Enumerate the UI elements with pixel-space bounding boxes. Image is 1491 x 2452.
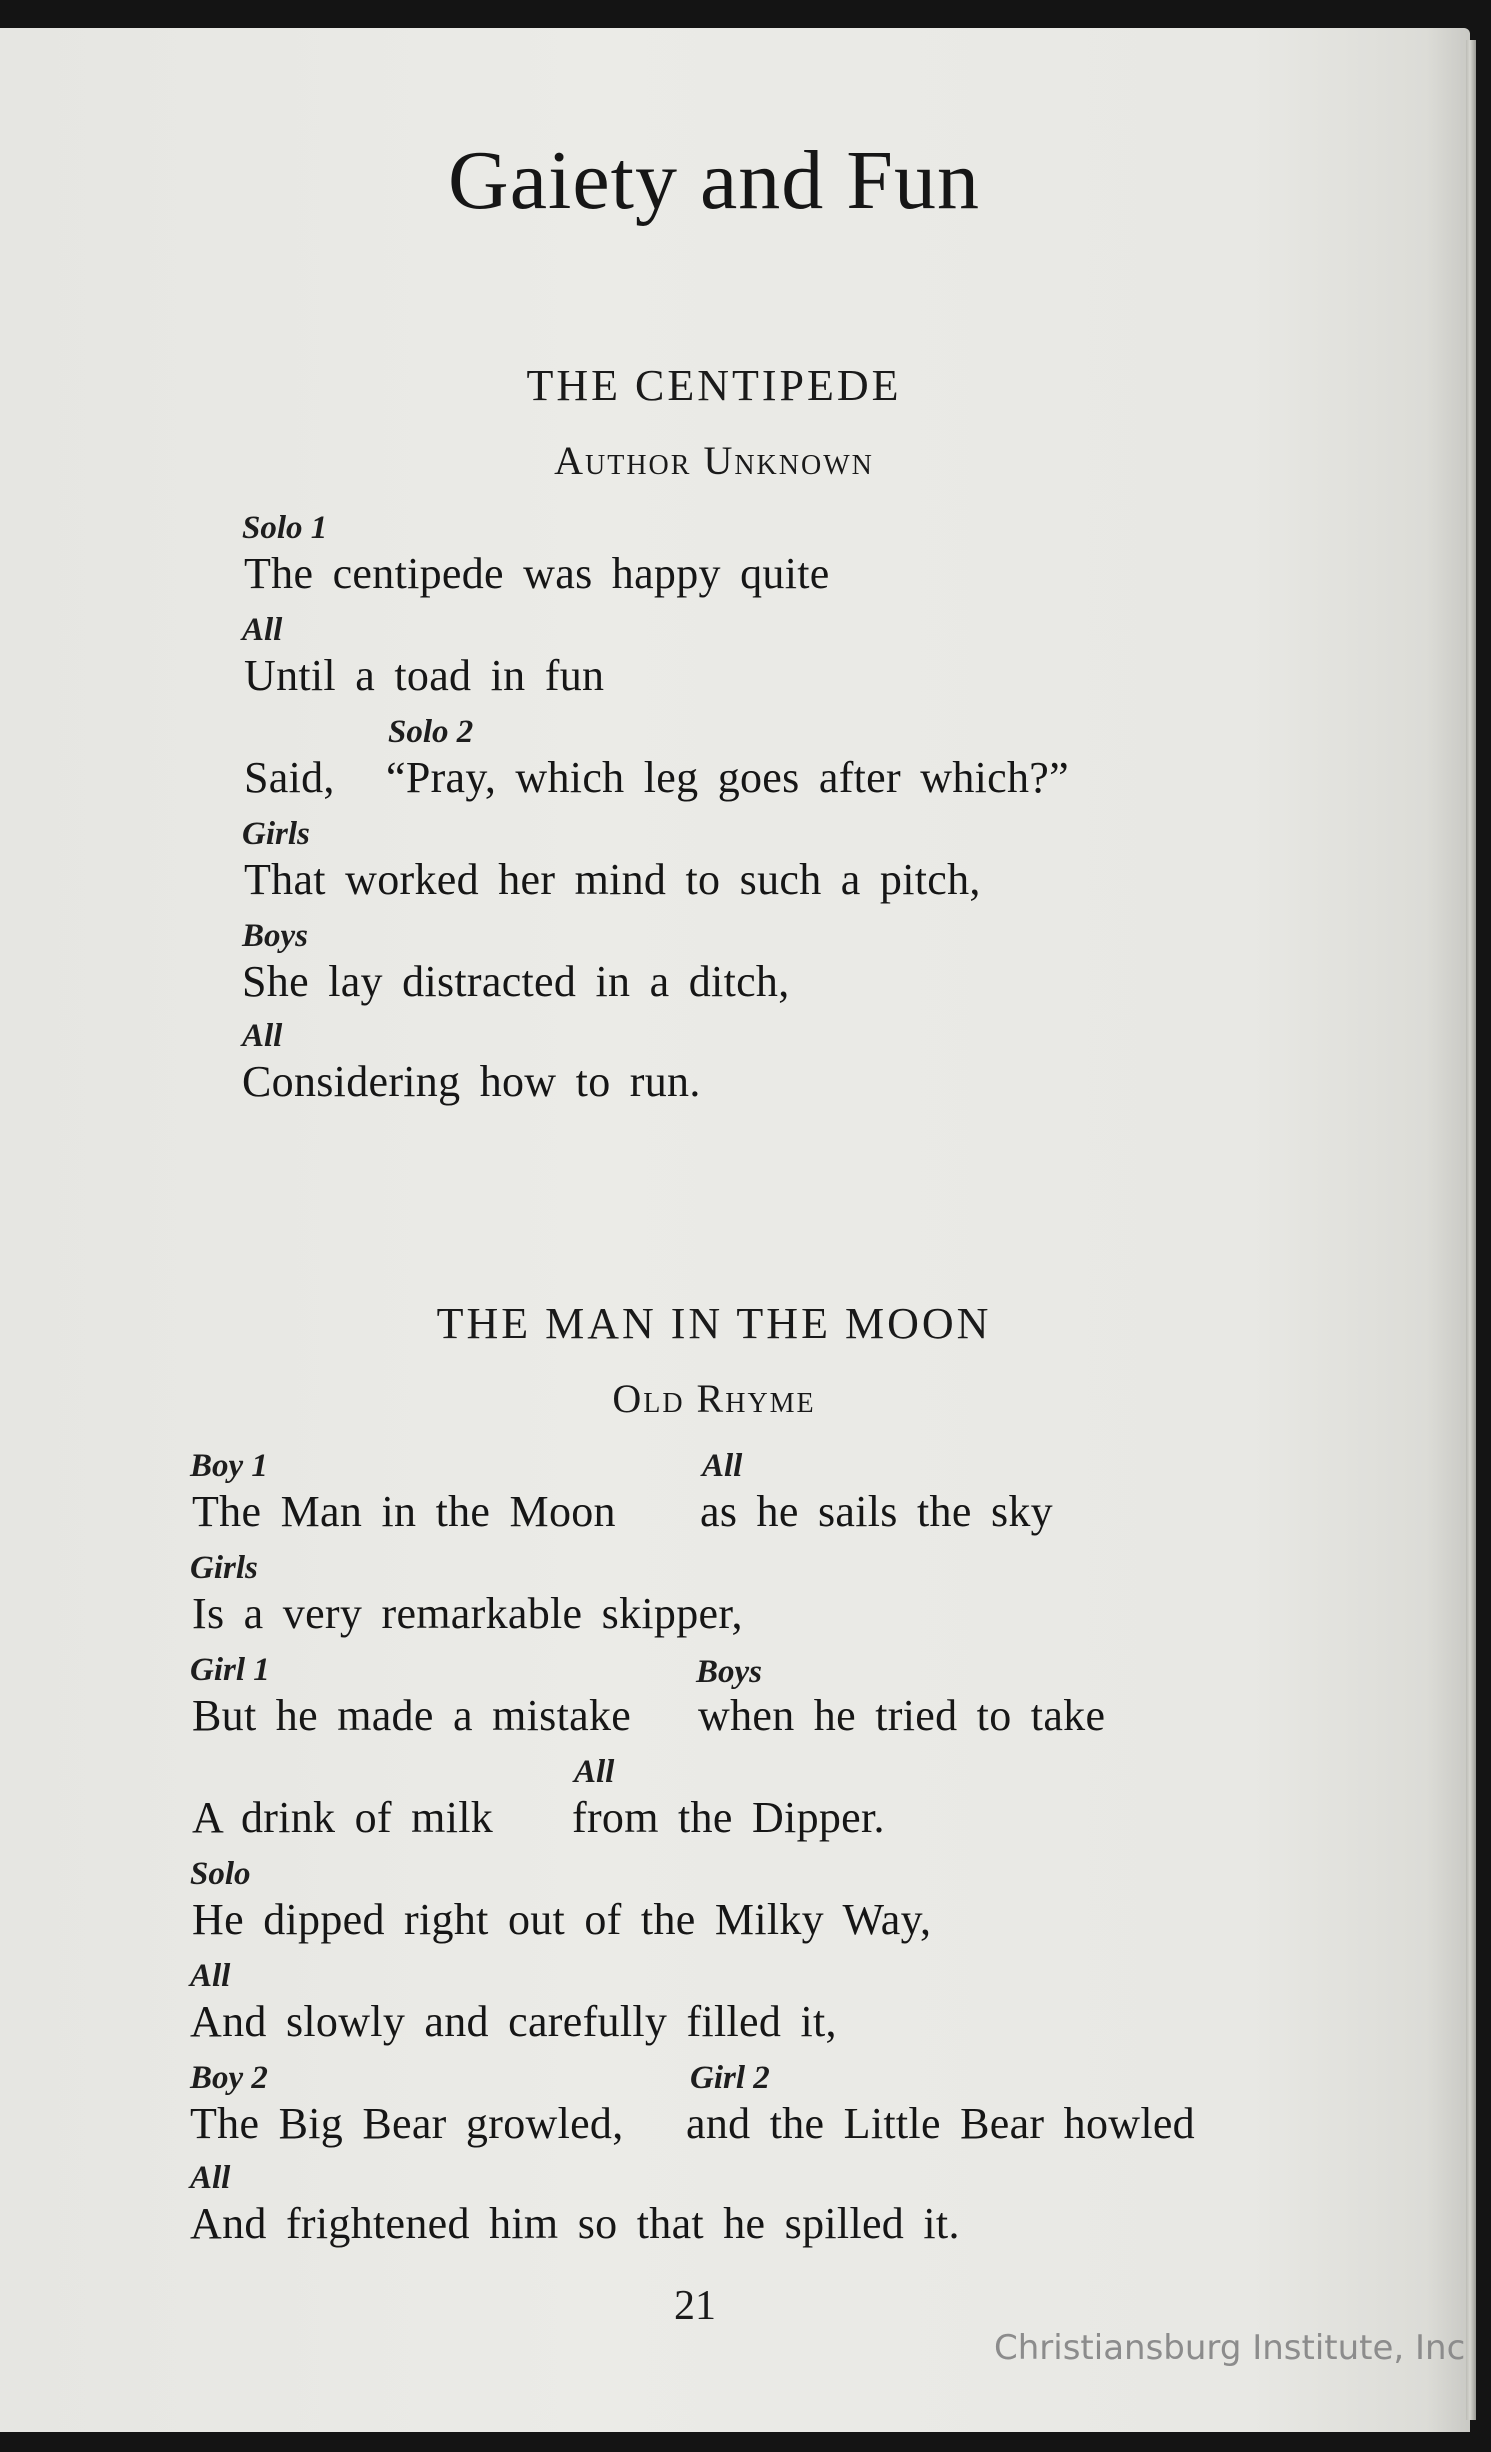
- cue-all: All: [242, 612, 283, 648]
- poem-author-centipede: Author Unknown: [554, 438, 874, 483]
- poem-title-centipede: THE CENTIPEDE: [526, 361, 902, 410]
- page-heading: Gaiety and Fun: [448, 134, 980, 227]
- poem-line: The Man in the Moon: [192, 1487, 616, 1536]
- cue-boys: Boys: [696, 1654, 762, 1690]
- cue-boy-2: Boy 2: [190, 2060, 268, 2096]
- cue-boys: Boys: [242, 918, 308, 954]
- cue-boy-1: Boy 1: [190, 1448, 268, 1484]
- poem-line: Until a toad in fun: [244, 651, 605, 700]
- poem-title-man-in-the-moon: THE MAN IN THE MOON: [436, 1299, 992, 1348]
- poem-line: The centipede was happy quite: [244, 549, 830, 598]
- cue-girls: Girls: [242, 816, 310, 852]
- cue-all: All: [702, 1448, 743, 1484]
- cue-solo: Solo: [190, 1856, 251, 1892]
- poem-line: She lay distracted in a ditch,: [242, 957, 790, 1006]
- page-number: 21: [674, 2283, 716, 2329]
- poem-author-man-in-the-moon: Old Rhyme: [612, 1376, 816, 1421]
- cue-solo-2: Solo 2: [388, 714, 474, 750]
- poem-line: as he sails the sky: [700, 1487, 1053, 1536]
- poem-line: That worked her mind to such a pitch,: [244, 855, 981, 904]
- watermark: Christiansburg Institute, Inc: [994, 2328, 1466, 2368]
- poem-line: And slowly and carefully filled it,: [190, 1997, 837, 2046]
- poem-line: and the Little Bear howled: [686, 2099, 1195, 2148]
- poem-line: from the Dipper.: [572, 1793, 885, 1842]
- cue-all: All: [190, 2160, 231, 2196]
- poem-line: A drink of milk: [192, 1793, 494, 1842]
- cue-girl-2: Girl 2: [690, 2060, 770, 2096]
- cue-solo-1: Solo 1: [242, 510, 328, 546]
- poem-line: when he tried to take: [698, 1691, 1106, 1740]
- poem-line: He dipped right out of the Milky Way,: [192, 1895, 932, 1944]
- poem-line: “Pray, which leg goes after which?”: [386, 753, 1069, 802]
- poem-line: And frightened him so that he spilled it.: [190, 2199, 960, 2248]
- cue-all: All: [190, 1958, 231, 1994]
- poem-line: Said,: [244, 753, 335, 802]
- cue-girls: Girls: [190, 1550, 258, 1586]
- poem-line: The Big Bear growled,: [190, 2099, 624, 2148]
- cue-all: All: [242, 1018, 283, 1054]
- cue-girl-1: Girl 1: [190, 1652, 270, 1688]
- page-edge: [1466, 40, 1476, 2420]
- poem-line: Considering how to run.: [242, 1057, 701, 1106]
- poem-line: But he made a mistake: [192, 1691, 632, 1740]
- cue-all: All: [574, 1754, 615, 1790]
- poem-line: Is a very remarkable skipper,: [192, 1589, 743, 1638]
